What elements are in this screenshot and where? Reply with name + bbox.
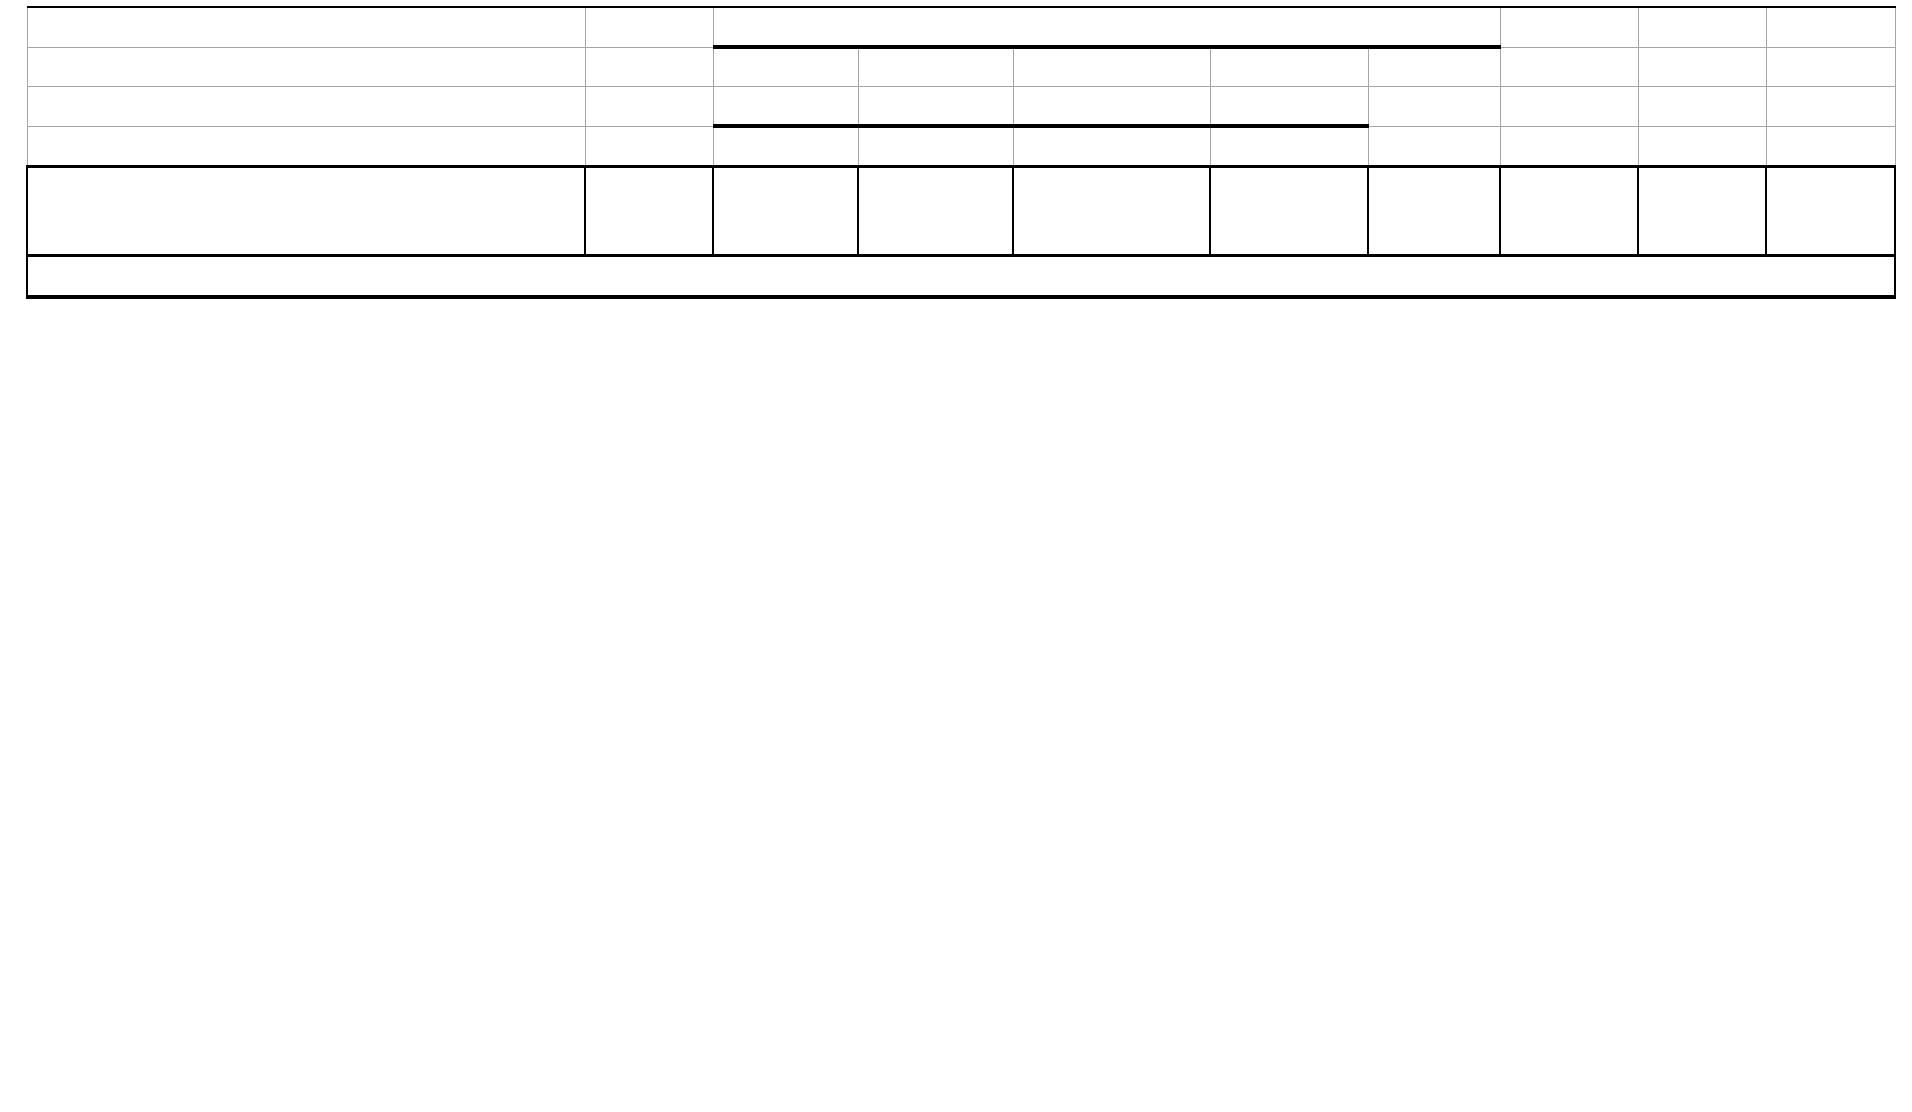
week-ending-row	[27, 87, 1895, 127]
spacer-cell-tue	[858, 47, 1013, 87]
spacer-cell-fri	[1368, 47, 1500, 87]
title-row-blank-goal	[585, 7, 713, 47]
spacer-cell-goal	[585, 47, 713, 87]
footnote-text	[27, 256, 1895, 298]
column-header-activity	[27, 167, 585, 256]
spacer2-cell-total	[1766, 126, 1895, 167]
spacer2-cell-sun	[1638, 126, 1766, 167]
week-ending-blank-sat	[1500, 87, 1638, 127]
week-ending-label	[27, 87, 585, 127]
activity-report-table	[26, 6, 1896, 299]
title-row	[27, 7, 1895, 47]
week-ending-blank-fri	[1368, 87, 1500, 127]
spacer-cell-sun	[1638, 47, 1766, 87]
week-ending-blank-sun	[1638, 87, 1766, 127]
week-ending-date[interactable]	[1013, 87, 1210, 127]
spacer-cell-mon	[713, 47, 858, 87]
column-header-monday	[713, 167, 858, 256]
column-header-row	[27, 167, 1895, 256]
column-header-wednesday	[1013, 167, 1210, 256]
title-row-blank-total	[1766, 7, 1895, 47]
weekly-activity-report-sheet	[26, 6, 1884, 299]
spacer-cell-activity	[27, 47, 585, 87]
spacer-cell-thu	[1210, 47, 1368, 87]
column-header-tuesday	[858, 167, 1013, 256]
spacer2-cell-sat	[1500, 126, 1638, 167]
spacer2-cell-activity	[27, 126, 585, 167]
spacer-cell-wed	[1013, 47, 1210, 87]
page-title	[713, 7, 1500, 47]
column-header-sunday	[1638, 167, 1766, 256]
spacer2-cell-mon	[713, 126, 858, 167]
week-ending-blank-mon	[713, 87, 858, 127]
footnote-row	[27, 256, 1895, 298]
week-ending-blank-total	[1766, 87, 1895, 127]
title-row-blank-activity	[27, 7, 585, 47]
column-header-friday	[1368, 167, 1500, 256]
spacer-row-2	[27, 126, 1895, 167]
spacer2-cell-fri	[1368, 126, 1500, 167]
title-row-blank-sun	[1638, 7, 1766, 47]
spacer-row-1	[27, 47, 1895, 87]
column-header-week-total	[1766, 167, 1895, 256]
spacer-cell-sat	[1500, 47, 1638, 87]
week-ending-blank-thu	[1210, 87, 1368, 127]
spacer2-cell-wed	[1013, 126, 1210, 167]
column-header-thursday	[1210, 167, 1368, 256]
spacer2-cell-tue	[858, 126, 1013, 167]
column-header-weekly-goal	[585, 167, 713, 256]
title-row-blank-sat	[1500, 7, 1638, 47]
week-ending-blank-tue	[858, 87, 1013, 127]
column-header-saturday	[1500, 167, 1638, 256]
table-body	[27, 7, 1895, 256]
spacer2-cell-thu	[1210, 126, 1368, 167]
week-ending-blank-goal	[585, 87, 713, 127]
spacer-cell-total	[1766, 47, 1895, 87]
spacer2-cell-goal	[585, 126, 713, 167]
